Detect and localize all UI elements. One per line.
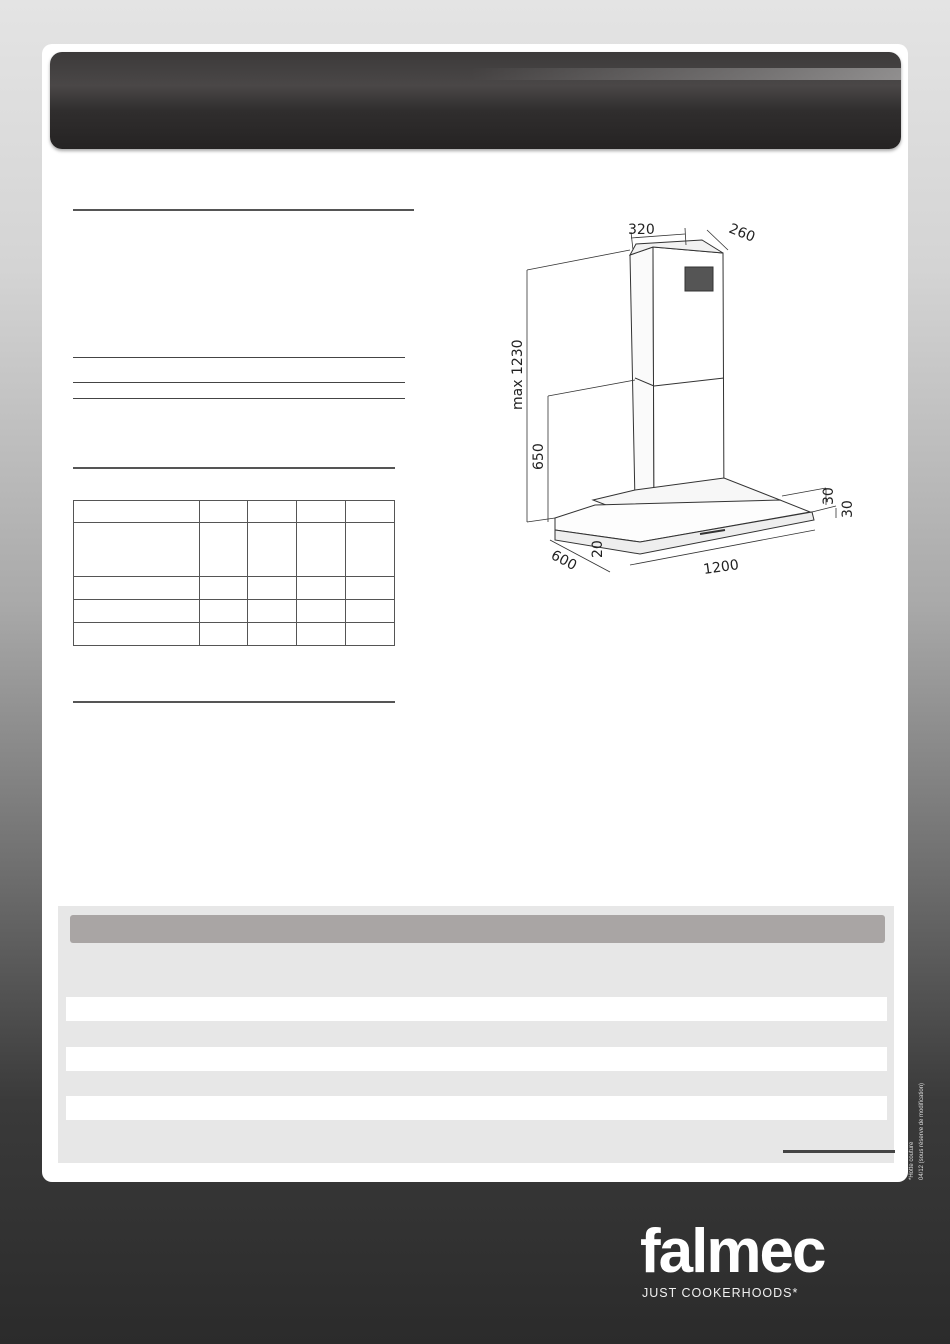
table-cell (297, 501, 346, 523)
row-divider-1 (73, 357, 405, 358)
footer-accent (783, 1150, 895, 1153)
table-cell (199, 501, 248, 523)
footer-row (66, 997, 887, 1021)
table-cell (248, 577, 297, 600)
row-divider-3 (73, 398, 405, 399)
table-cell (297, 523, 346, 577)
table-cell (248, 501, 297, 523)
table-cell (248, 523, 297, 577)
table-row (74, 501, 395, 523)
table-cell (346, 523, 395, 577)
chimney-front (630, 247, 654, 518)
footer-header-bar (70, 915, 885, 943)
table-cell (346, 600, 395, 623)
dim-width: 1200 (702, 557, 740, 578)
dim-glass: 20 (590, 540, 606, 558)
vent-grille (685, 267, 713, 291)
section-divider-2 (73, 467, 395, 469)
table-cell (199, 523, 248, 577)
dim-min-height: 650 (531, 443, 547, 470)
table-row (74, 600, 395, 623)
side-note (905, 1040, 935, 1180)
table-cell (297, 577, 346, 600)
section-divider-1 (73, 209, 414, 211)
table-cell (346, 501, 395, 523)
banner-sheen (470, 68, 901, 80)
falmec-logo: falmec (640, 1217, 825, 1286)
table-cell (74, 623, 200, 646)
table-row (74, 577, 395, 600)
side-note-line-2: 04/12 (sous réserve de modification) (919, 1082, 925, 1180)
table-cell (346, 623, 395, 646)
table-cell (74, 577, 200, 600)
table-row (74, 623, 395, 646)
table-cell (248, 623, 297, 646)
table-cell (199, 600, 248, 623)
dim-canopy-upper: 30 (821, 487, 837, 505)
dim-canopy-lower: 30 (840, 500, 856, 518)
table-cell (248, 600, 297, 623)
dim-width-top: 320 (628, 222, 655, 238)
table-cell (199, 577, 248, 600)
section-divider-3 (73, 701, 395, 703)
dim-depth-top: 260 (726, 220, 758, 246)
spec-table (73, 500, 395, 646)
side-note-line-1: *Hotte couture (909, 1141, 915, 1180)
table-cell (74, 501, 200, 523)
brand-tagline: JUST COOKERHOODS* (642, 1286, 799, 1300)
dim-max-height: max 1230 (510, 339, 526, 410)
table-cell (297, 623, 346, 646)
footer-row (66, 1047, 887, 1071)
table-cell (74, 600, 200, 623)
table-cell (346, 577, 395, 600)
hood-technical-drawing (490, 200, 890, 600)
footer-panel (58, 906, 894, 1163)
table-row (74, 523, 395, 577)
table-cell (297, 600, 346, 623)
footer-row (66, 1096, 887, 1120)
table-cell (74, 523, 200, 577)
table-cell (199, 623, 248, 646)
dim-depth: 600 (548, 547, 580, 575)
title-banner (50, 52, 901, 149)
row-divider-2 (73, 382, 405, 383)
